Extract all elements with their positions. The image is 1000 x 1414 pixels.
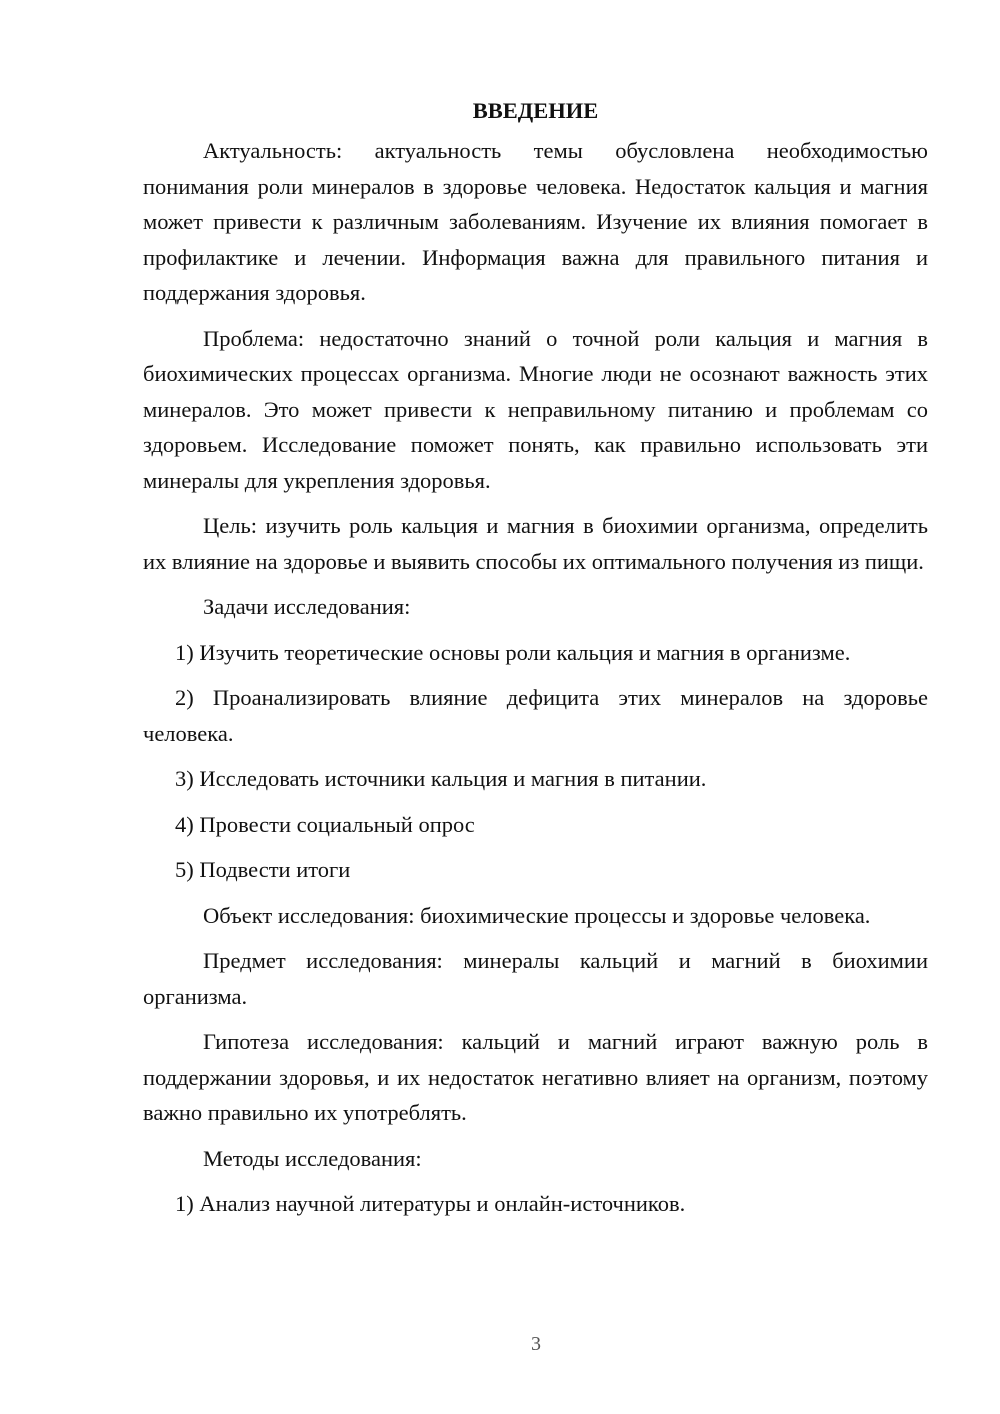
task-item: 4) Провести социальный опрос [175, 811, 475, 837]
methods-heading: Методы исследования: [203, 1145, 422, 1171]
problem-paragraph: Проблема: недостаточно знаний о точной роли кальция и магния в биохимических процессах организма. Многие люди не осознают важность этих минералов. Это может привести к неправильному питанию и проблемам со здоровьем. Исследование поможет понять, как правильно использовать эти минералы для укрепления здоровья. [143, 325, 928, 493]
object-paragraph: Объект исследования: биохимические процессы и здоровье человека. [203, 902, 871, 928]
tasks-heading: Задачи исследования: [203, 594, 411, 619]
method-item: 1) Анализ научной литературы и онлайн-источников. [175, 1191, 686, 1216]
task-item: 5) Подвести итоги [175, 857, 351, 882]
hypothesis-paragraph: Гипотеза исследования: кальций и магний играют важную роль в поддержании здоровья, и их недостаток негативно влияет на организм, поэтому важно правильно их употреблять. [143, 1029, 928, 1125]
page-content [143, 96, 928, 1232]
task-item: 1) Изучить теоретические основы роли кальция и магния в организме. [175, 639, 851, 665]
section-title: ВВЕДЕНИЕ [472, 98, 599, 123]
subject-paragraph: Предмет исследования: минералы кальций и магний в биохимии организма. [143, 948, 928, 1009]
relevance-paragraph: Актуальность: актуальность темы обусловлена необходимостью понимания роли минералов в здоровье человека. Недостаток кальция и магния может привести к различным заболеваниям. Изучение их влияния помогает в профилактике и лечении. Информация важна для правильного питания и поддержания здоровья. [143, 138, 928, 305]
task-item: 3) Исследовать источники кальция и магния в питании. [175, 766, 707, 791]
task-item: 2) Проанализировать влияние дефицита этих минералов на здоровье человека. [143, 685, 928, 746]
page-number: 3 [531, 1333, 541, 1355]
goal-paragraph: Цель: изучить роль кальция и магния в биохимии организма, определить их влияние на здоровье и выявить способы их оптимального получения из пищи. [143, 513, 928, 574]
